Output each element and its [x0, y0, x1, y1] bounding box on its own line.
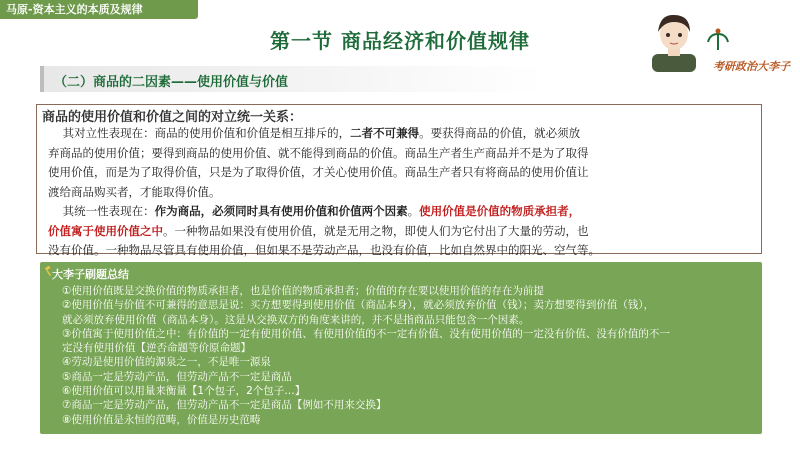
opposition-text: 其对立性表现在：商品的使用价值和价值是相互排斥的， [62, 126, 351, 140]
summary-list [62, 284, 758, 427]
unity-sep: 。 [407, 204, 420, 218]
unity-highlight: 使用价值是价值的物质承担者， [419, 204, 581, 218]
unity-text: 。一种物品如果没有使用价值，就是无用之物，即使人们为它付出了大量的劳动，也 [163, 223, 589, 238]
content-line [48, 124, 758, 144]
content-text [48, 124, 758, 261]
opposition-key: 二者不可兼得 [350, 126, 420, 140]
unity-lead: 其统一性表现在： [62, 204, 155, 218]
content-line: 弃商品的使用价值；要得到商品的使用价值、就不能得到商品的价值。商品生产者生产商品并不是为了取得 [48, 145, 589, 160]
unity-highlight-2: 价值寓于使用价值之中 [48, 223, 163, 238]
content-heading: 商品的使用价值和价值之间的对立统一关系： [42, 110, 303, 125]
content-line [48, 222, 758, 242]
summary-item: ⑧使用价值是永恒的范畴，价值是历史范畴 [62, 413, 261, 426]
summary-title: 大李子刷题总结 [52, 268, 129, 281]
summary-item: 定没有使用价值【逆否命题等价原命题】 [62, 342, 251, 355]
unity-key: 作为商品，必须同时具有使用价值和价值两个因素 [154, 204, 408, 218]
brand-logo-icon [704, 26, 732, 54]
content-line: 没有价值。一种物品尽管具有使用价值，但如果不是劳动产品，也没有价值，比如自然界中的阳光、空气等。 [48, 243, 600, 257]
content-line: 渡给商品购买者，才能取得价值。 [48, 184, 221, 199]
brand-name: 考研政治大李子 [713, 60, 790, 73]
summary-item: ④劳动是使用价值的源泉之一，不是唯一源泉 [62, 356, 271, 369]
summary-item: ①使用价值既是交换价值的物质承担者，也是价值的物质承担者；价值的存在要以使用价值的存在为前提 [62, 285, 544, 297]
summary-item: ③价值寓于使用价值之中：有价值的一定有使用价值、有使用价值的不一定有价值、没有使用价值的一定没有价值、没有价值的不一 [62, 327, 670, 340]
summary-item: ⑤商品一定是劳动产品，但劳动产品不一定是商品 [62, 370, 292, 383]
summary-item: ⑥使用价值可以用量来衡量【1个包子，2个包子…】 [62, 385, 306, 398]
opposition-text-end: 。要获得商品的价值，就必须放 [419, 126, 581, 140]
summary-item: ⑦商品一定是劳动产品，但劳动产品不一定是商品【例如不用来交换】 [62, 399, 387, 412]
content-line: 使用价值，而是为了取得价值，只是为了取得价值，才关心使用价值。商品生产者只有将商品的使用价值让 [48, 165, 589, 179]
course-tag: 马原-资本主义的本质及规律 [0, 0, 198, 19]
summary-item: ②使用价值与价值不可兼得的意思是说：买方想要得到使用价值（商品本身），就必须放弃价值（钱）；卖方想要得到价值（钱）， [62, 299, 655, 312]
page-title: 第一节 商品经济和价值规律 [270, 29, 530, 53]
section-title: （二）商品的二因素——使用价值与价值 [54, 75, 289, 90]
content-line [48, 202, 758, 222]
summary-item: 就必须放弃使用价值（商品本身）。这是从交换双方的角度来讲的，并不是指商品只能包含一个因素。 [62, 313, 530, 326]
